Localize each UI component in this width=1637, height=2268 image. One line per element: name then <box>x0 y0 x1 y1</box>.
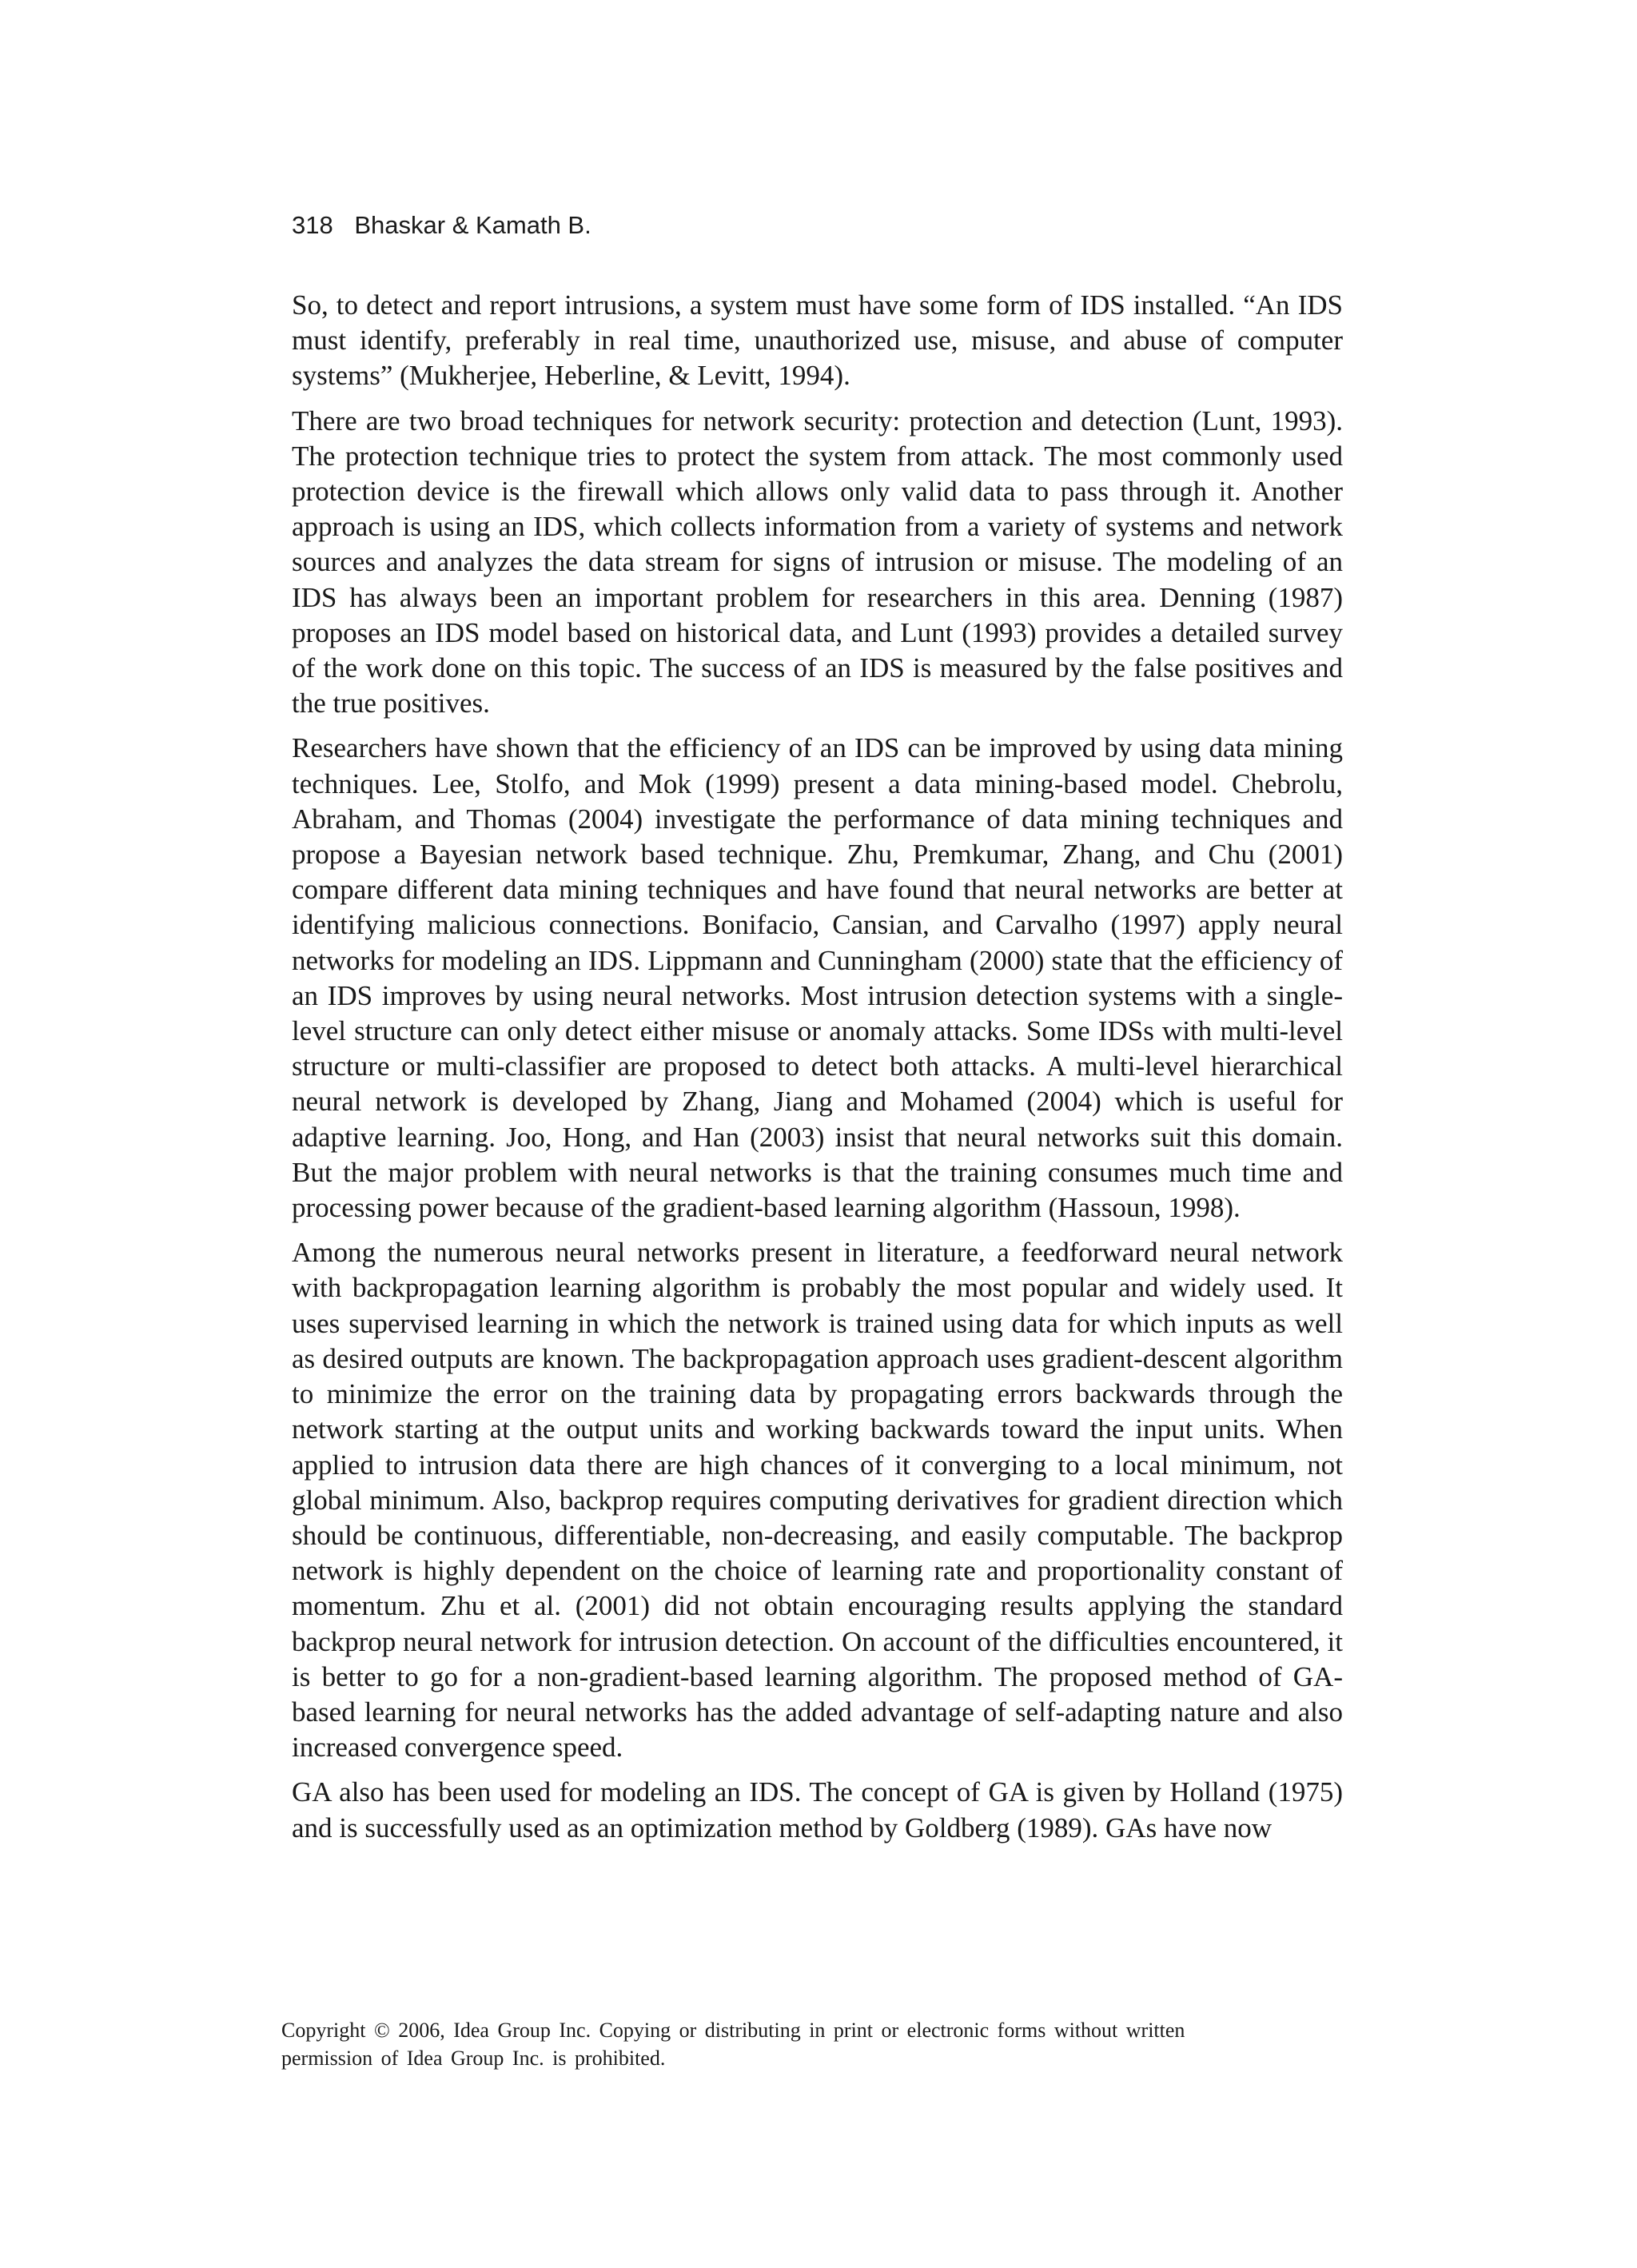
running-head-authors: Bhaskar & Kamath B. <box>354 211 591 239</box>
paragraph-data-mining: Researchers have shown that the efficiency of an IDS can be improved by using data mining techniques. Lee, Stolfo, and Mok (1999) present a data mining-based model. Chebrolu, Abraham, and Thomas (2004) investigate the performance of data mining techniques and propose a Bayesian network based technique. Zhu, Premkumar, Zhang, and Chu (2001) compare different data mining techniques and have found that neural networks are better at identifying malicious connections. Bonifacio, Cansian, and Carvalho (1997) apply neural networks for modeling an IDS. Lippmann and Cunningham (2000) state that the efficiency of an IDS improves by using neural networks. Most intrusion detection systems with a single-level structure can only detect either misuse or anomaly attacks. Some IDSs with multi-level structure or multi-classifier are proposed to detect both attacks. A multi-level hierarchical neural network is developed by Zhang, Jiang and Mohamed (2004) which is useful for adaptive learning. Joo, Hong, and Han (2003) insist that neural networks suit this domain. But the major problem with neural networks is that the training consumes much time and processing power because of the gradient-based learning algorithm (Hassoun, 1998). <box>292 732 1343 1224</box>
paragraph-ids-intro: So, to detect and report intrusions, a system must have some form of IDS installed. “An IDS must identify, preferably in real time, unauthorized use, misuse, and abuse of computer systems” (Mukherjee, Heberline, & Levitt, 1994). <box>292 289 1343 392</box>
paragraph-security-techniques: There are two broad techniques for network security: protection and detection (Lunt, 1993). The protection technique tries to protect the system from attack. The most commonly used protection device is the firewall which allows only valid data to pass through it. Another approach is using an IDS, which collects information from a variety of systems and network sources and analyzes the data stream for signs of intrusion or misuse. The modeling of an IDS has always been an important problem for researchers in this area. Denning (1987) proposes an IDS model based on historical data, and Lunt (1993) provides a detailed survey of the work done on this topic. The success of an IDS is measured by the false positives and the true positives. <box>292 405 1343 719</box>
copyright-line-1: Copyright © 2006, Idea Group Inc. Copying or distributing in print or electronic forms without written <box>281 2019 1185 2042</box>
copyright-footer <box>281 2016 1336 2072</box>
page-number: 318 <box>292 211 333 239</box>
paragraph-backpropagation: Among the numerous neural networks present in literature, a feedforward neural network with backpropagation learning algorithm is probably the most popular and widely used. It uses supervised learning in which the network is trained using data for which inputs as well as desired outputs are known. The backpropagation approach uses gradient-descent algorithm to minimize the error on the training data by propagating errors backwards through the network starting at the output units and working backwards toward the input units. When applied to intrusion data there are high chances of it converging to a local minimum, not global minimum. Also, backprop requires computing derivatives for gradient direction which should be continuous, differentiable, non-decreasing, and easily computable. The backprop network is highly dependent on the choice of learning rate and proportionality constant of momentum. Zhu et al. (2001) did not obtain encouraging results applying the standard backprop neural network for intrusion detection. On account of the difficulties encountered, it is better to go for a non-gradient-based learning algorithm. The proposed method of GA-based learning for neural networks has the added advantage of self-adapting nature and also increased convergence speed. <box>292 1237 1343 1764</box>
running-head <box>292 209 591 241</box>
paragraph-genetic-algorithm: GA also has been used for modeling an IDS. The concept of GA is given by Holland (1975) and is successfully used as an optimization method by Goldberg (1989). GAs have now <box>292 1776 1343 1843</box>
copyright-line-2: permission of Idea Group Inc. is prohibited. <box>281 2047 666 2070</box>
body-text <box>292 288 1343 1855</box>
